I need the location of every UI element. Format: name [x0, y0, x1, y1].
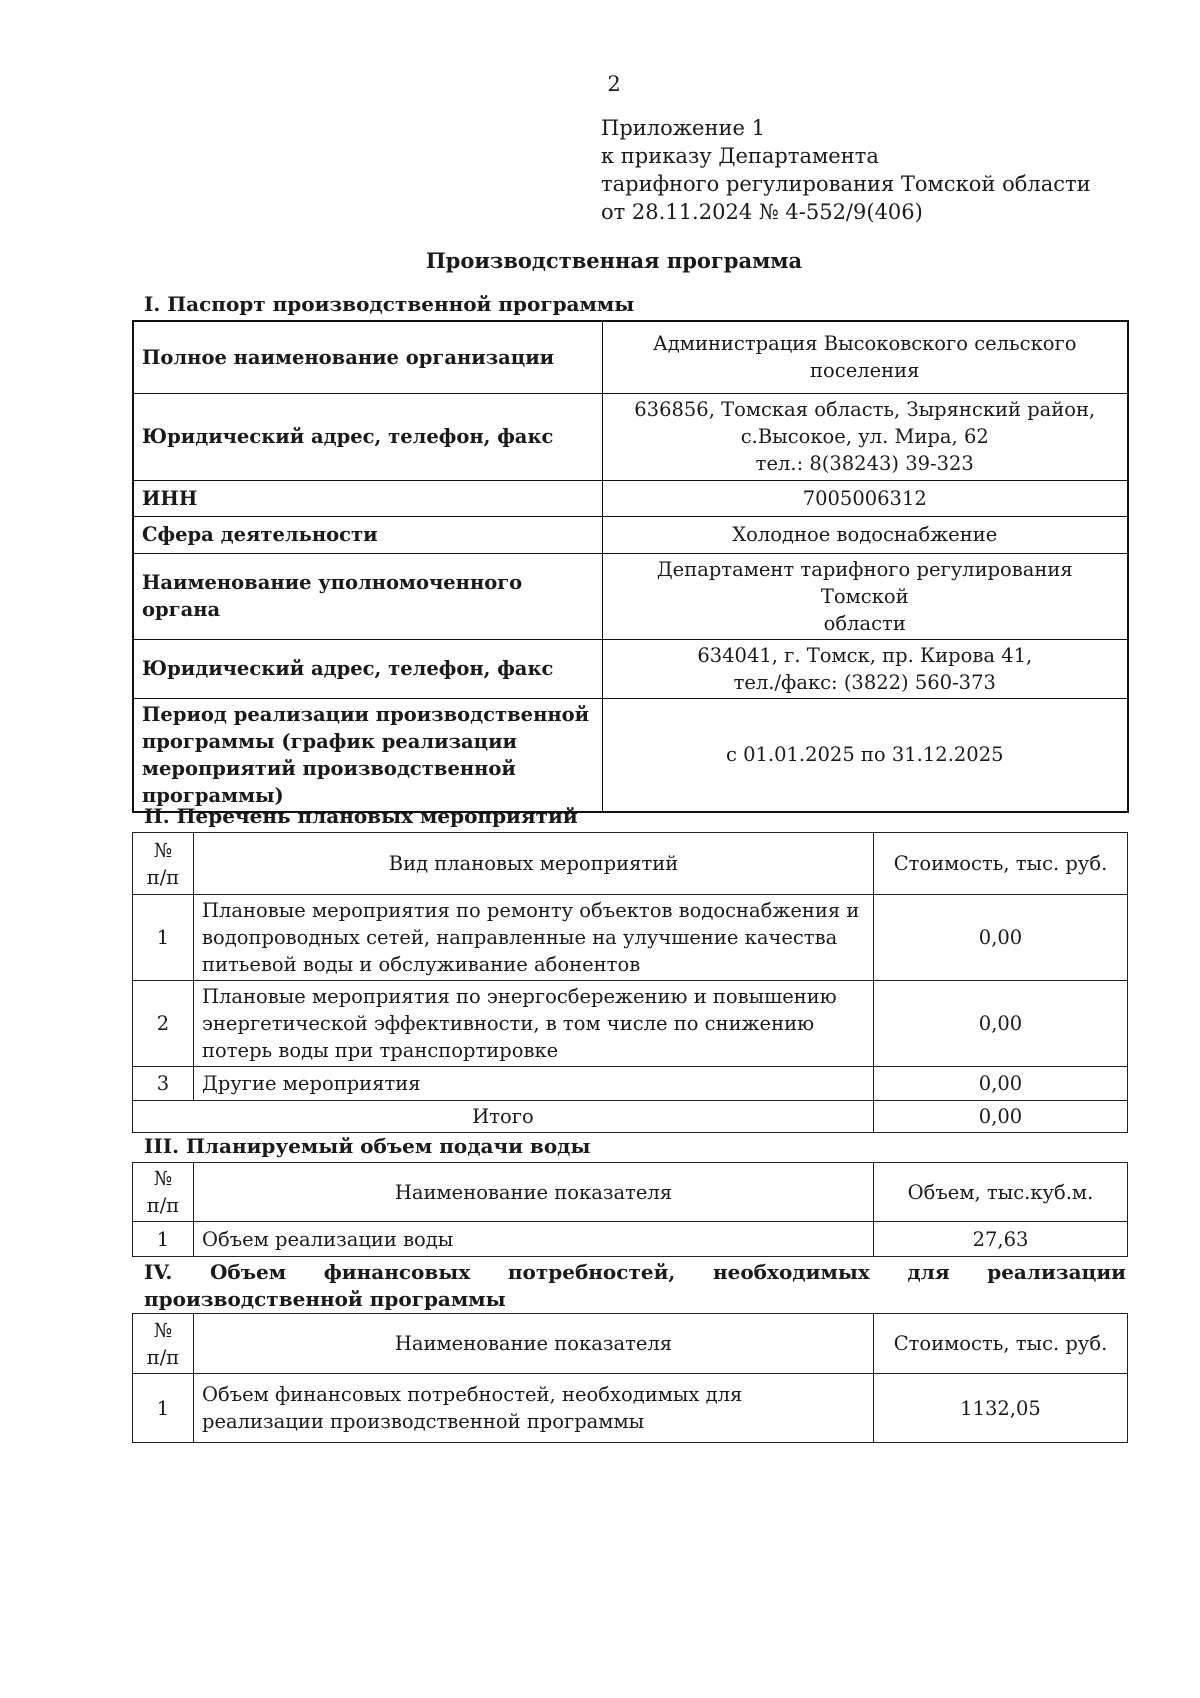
- column-header-num: № п/п: [133, 1314, 194, 1374]
- appendix-line: от 28.11.2024 № 4-552/9(406): [601, 200, 923, 224]
- passport-label: Юридический адрес, телефон, факс: [133, 639, 602, 698]
- section-2-title: II. Перечень плановых мероприятий: [144, 804, 578, 828]
- table-row: [133, 553, 1128, 639]
- section-4-title: IV. Объем финансовых потребностей, необходимых для реализации производственной программы: [144, 1260, 1126, 1311]
- column-header-name: Наименование показателя: [194, 1163, 874, 1222]
- row-number: 3: [133, 1067, 194, 1101]
- column-header-num: № п/п: [133, 1163, 194, 1222]
- row-number: 1: [133, 895, 194, 981]
- table-row: [133, 981, 1128, 1067]
- financial-needs-table: [132, 1313, 1128, 1443]
- passport-value: Департамент тарифного регулирования Томской области: [602, 553, 1128, 639]
- column-header-cost: Стоимость, тыс. руб.: [874, 833, 1128, 895]
- measure-cost: 0,00: [874, 981, 1128, 1067]
- passport-label: Сфера деятельности: [133, 516, 602, 553]
- indicator-volume: 27,63: [874, 1222, 1128, 1257]
- passport-label: Период реализации производственной программы (график реализации мероприятий производственной программы): [133, 698, 602, 812]
- total-row: [133, 1101, 1128, 1133]
- table-row: [133, 1374, 1128, 1443]
- indicator-name: Объем финансовых потребностей, необходимых для реализации производственной программы: [194, 1374, 874, 1443]
- total-cost: 0,00: [874, 1101, 1128, 1133]
- section-3-title: III. Планируемый объем подачи воды: [144, 1134, 591, 1158]
- measure-name: Другие мероприятия: [194, 1067, 874, 1101]
- passport-label: Юридический адрес, телефон, факс: [133, 393, 602, 480]
- table-row: [133, 321, 1128, 393]
- table-row: [133, 480, 1128, 516]
- page-number: 2: [607, 72, 621, 96]
- column-header-name: Наименование показателя: [194, 1314, 874, 1374]
- measure-name: Плановые мероприятия по энергосбережению и повышению энергетической эффективности, в том числе по снижению потерь воды при транспортировке: [194, 981, 874, 1067]
- row-number: 2: [133, 981, 194, 1067]
- document-title: Производственная программа: [425, 248, 803, 273]
- column-header-cost: Стоимость, тыс. руб.: [874, 1314, 1128, 1374]
- table-row: [133, 639, 1128, 698]
- table-header-row: [133, 1314, 1128, 1374]
- appendix-line: Приложение 1: [601, 116, 765, 140]
- passport-label: Полное наименование организации: [133, 321, 602, 393]
- table-header-row: [133, 833, 1128, 895]
- passport-value: 634041, г. Томск, пр. Кирова 41, тел./факс: (3822) 560-373: [602, 639, 1128, 698]
- section-1-title: I. Паспорт производственной программы: [144, 292, 635, 316]
- passport-value: 7005006312: [602, 480, 1128, 516]
- appendix-heading: [601, 114, 1091, 226]
- passport-table: [132, 320, 1129, 813]
- indicator-cost: 1132,05: [874, 1374, 1128, 1443]
- table-row: [133, 895, 1128, 981]
- appendix-line: тарифного регулирования Томской области: [601, 172, 1091, 196]
- table-row: [133, 393, 1128, 480]
- row-number: 1: [133, 1222, 194, 1257]
- table-header-row: [133, 1163, 1128, 1222]
- table-row: [133, 698, 1128, 812]
- measure-cost: 0,00: [874, 895, 1128, 981]
- column-header-volume: Объем, тыс.куб.м.: [874, 1163, 1128, 1222]
- appendix-line: к приказу Департамента: [601, 144, 879, 168]
- measure-name: Плановые мероприятия по ремонту объектов водоснабжения и водопроводных сетей, направленные на улучшение качества питьевой воды и обслуживание абонентов: [194, 895, 874, 981]
- table-row: [133, 1222, 1128, 1257]
- total-label: Итого: [133, 1101, 874, 1133]
- passport-label: Наименование уполномоченного органа: [133, 553, 602, 639]
- measure-cost: 0,00: [874, 1067, 1128, 1101]
- passport-label: ИНН: [133, 480, 602, 516]
- row-number: 1: [133, 1374, 194, 1443]
- column-header-num: № п/п: [133, 833, 194, 895]
- table-row: [133, 1067, 1128, 1101]
- passport-value: с 01.01.2025 по 31.12.2025: [602, 698, 1128, 812]
- passport-value: 636856, Томская область, Зырянский район, с.Высокое, ул. Мира, 62 тел.: 8(38243) 39-323: [602, 393, 1128, 480]
- passport-value: Холодное водоснабжение: [602, 516, 1128, 553]
- passport-value: Администрация Высоковского сельского поселения: [602, 321, 1128, 393]
- table-row: [133, 516, 1128, 553]
- column-header-name: Вид плановых мероприятий: [194, 833, 874, 895]
- water-volume-table: [132, 1162, 1128, 1257]
- planned-measures-table: [132, 832, 1128, 1133]
- indicator-name: Объем реализации воды: [194, 1222, 874, 1257]
